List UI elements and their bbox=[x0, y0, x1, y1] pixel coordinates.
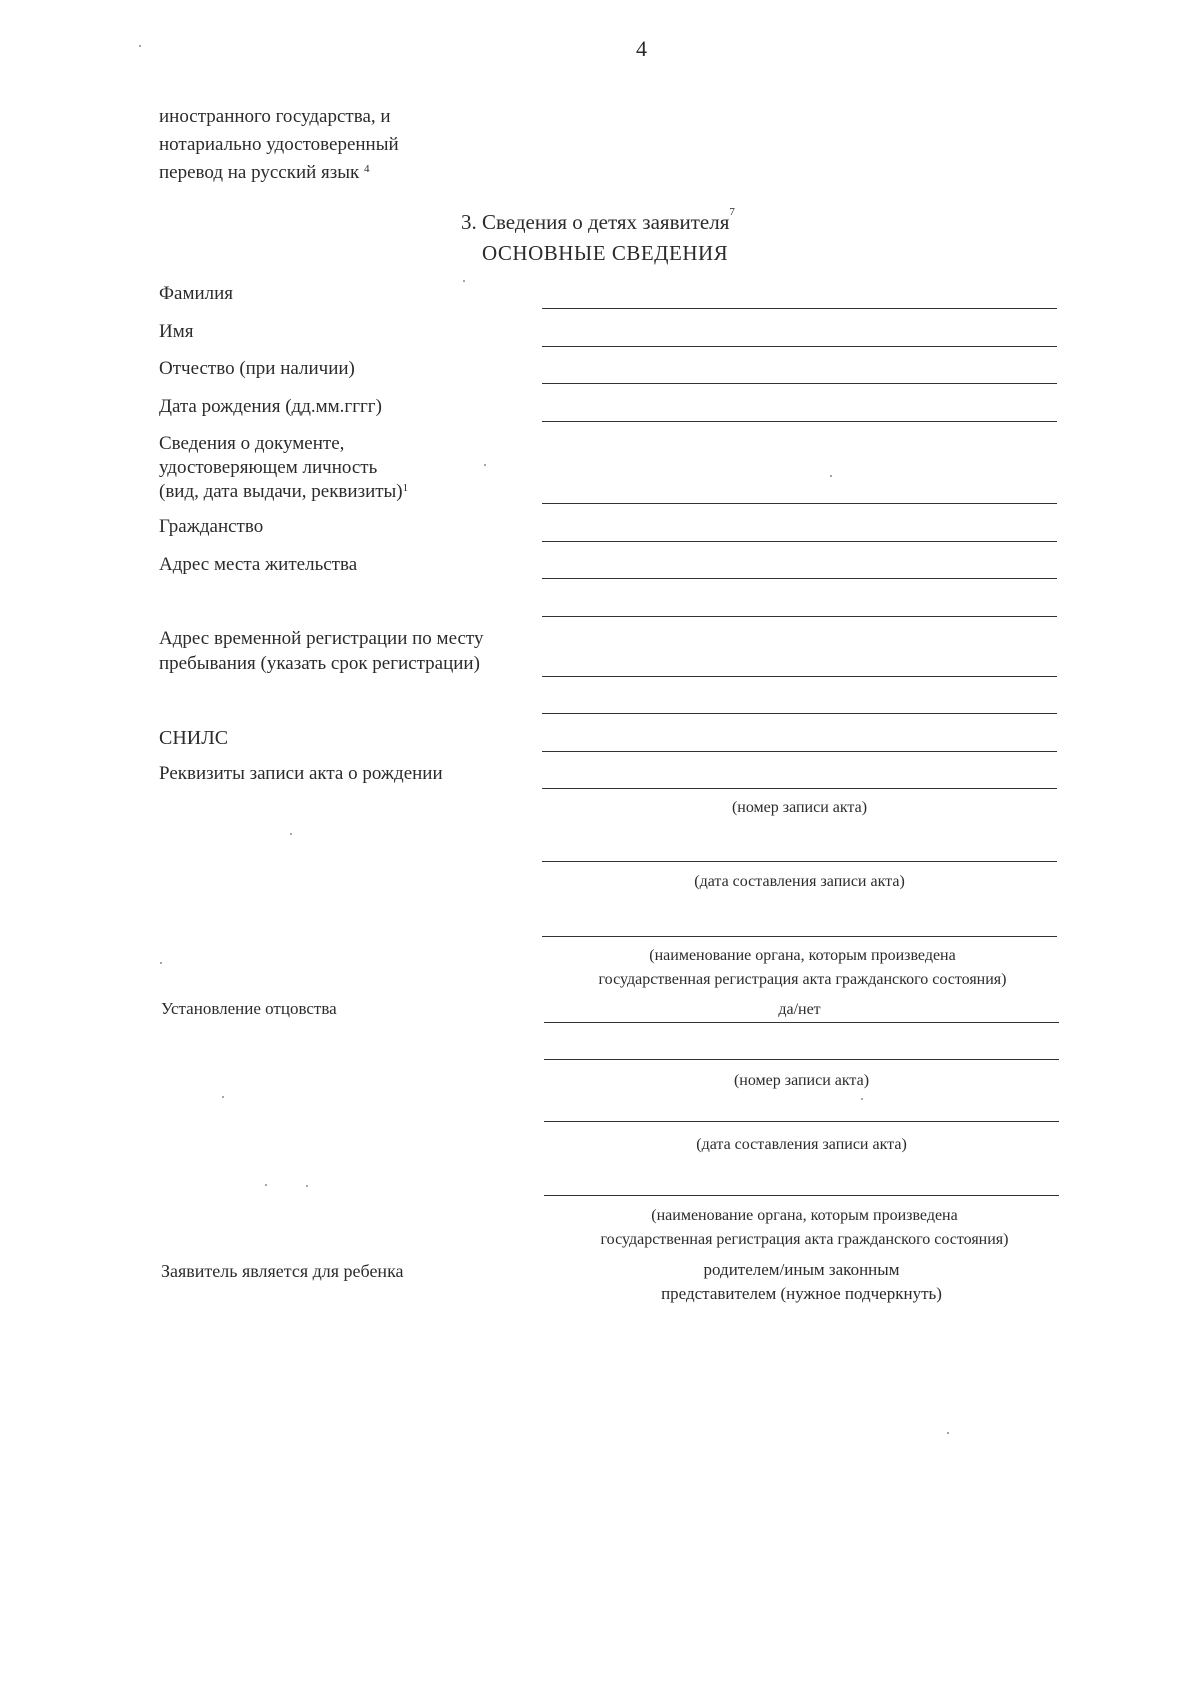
label-birth-record: Реквизиты записи акта о рождении bbox=[159, 763, 443, 784]
scan-speck bbox=[139, 45, 141, 47]
scan-speck bbox=[160, 962, 162, 964]
paternity-date-line[interactable] bbox=[544, 1121, 1059, 1122]
scan-speck bbox=[265, 1184, 267, 1186]
caption-birth-record-org: (наименование органа, которым произведена государственная регистрация акта гражданского состояния) bbox=[598, 947, 1007, 988]
scan-speck bbox=[306, 1185, 308, 1187]
citizenship-field-line[interactable] bbox=[542, 541, 1057, 542]
label-id-document: Сведения о документе, удостоверяющем личность (вид, дата выдачи, реквизиты)$^1$ bbox=[159, 433, 409, 502]
label-citizenship: Гражданство bbox=[159, 516, 264, 537]
birth-date-field-line[interactable] bbox=[542, 421, 1057, 422]
paternity-answer-line[interactable] bbox=[544, 1022, 1059, 1023]
label-patronymic: Отчество (при наличии) bbox=[159, 358, 355, 379]
label-residence: Адрес места жительства bbox=[159, 554, 358, 575]
scan-speck bbox=[830, 475, 832, 477]
birth-record-date-line[interactable] bbox=[542, 861, 1057, 862]
patronymic-field-line[interactable] bbox=[542, 383, 1057, 384]
label-surname: Фамилия bbox=[159, 283, 234, 304]
temp-registration-field-line-1[interactable] bbox=[542, 676, 1057, 677]
intro-line-3: перевод на русский язык $^4$ bbox=[159, 162, 370, 183]
residence-field-line-1[interactable] bbox=[542, 578, 1057, 579]
caption-birth-record-number: (номер записи акта) bbox=[731, 799, 868, 816]
label-birth-date: Дата рождения (дд.мм.гггг) bbox=[159, 396, 382, 417]
id-document-field-line[interactable] bbox=[542, 503, 1057, 504]
caption-birth-record-date: (дата составления записи акта) bbox=[694, 873, 905, 890]
name-field-line[interactable] bbox=[542, 346, 1057, 347]
label-snils: СНИЛС bbox=[159, 727, 229, 749]
page-number: 4 bbox=[636, 36, 647, 61]
scan-speck bbox=[222, 1096, 224, 1098]
label-applicant-is: Заявитель является для ребенка bbox=[161, 1261, 404, 1281]
paternity-number-line[interactable] bbox=[544, 1059, 1059, 1060]
snils-field-line[interactable] bbox=[542, 751, 1057, 752]
paternity-org-line[interactable] bbox=[544, 1195, 1059, 1196]
section-subtitle: ОСНОВНЫЕ СВЕДЕНИЯ bbox=[482, 241, 729, 265]
scan-speck bbox=[484, 464, 486, 466]
caption-paternity-date: (дата составления записи акта) bbox=[696, 1136, 907, 1153]
caption-paternity-org: (наименование органа, которым произведена государственная регистрация акта гражданского состояния) bbox=[600, 1207, 1009, 1248]
scan-speck bbox=[861, 1098, 863, 1100]
scan-speck bbox=[947, 1432, 949, 1434]
footnote-4: 4 bbox=[364, 163, 370, 175]
intro-text bbox=[159, 103, 559, 187]
caption-paternity-number: (номер записи акта) bbox=[733, 1072, 870, 1089]
label-paternity: Установление отцовства bbox=[161, 999, 337, 1018]
footnote-7: 7 bbox=[729, 206, 735, 218]
temp-registration-field-line-2[interactable] bbox=[542, 713, 1057, 714]
scan-speck bbox=[290, 833, 292, 835]
section-title: 3. Сведения о детях заявителя$^7$ bbox=[461, 206, 735, 234]
label-temp-registration: Адрес временной регистрации по месту пребывания (указать срок регистрации) bbox=[159, 628, 484, 674]
scan-speck bbox=[463, 280, 465, 282]
surname-field-line[interactable] bbox=[542, 308, 1057, 309]
intro-line-2: нотариально удостоверенный bbox=[159, 134, 399, 155]
birth-record-org-line[interactable] bbox=[542, 936, 1057, 937]
paternity-yes-no: да/нет bbox=[778, 1001, 821, 1018]
label-name: Имя bbox=[159, 321, 194, 342]
residence-field-line-2[interactable] bbox=[542, 616, 1057, 617]
birth-record-number-line[interactable] bbox=[542, 788, 1057, 789]
intro-line-1: иностранного государства, и bbox=[159, 106, 391, 127]
footnote-1: 1 bbox=[402, 482, 409, 494]
applicant-role[interactable]: родителем/иным законным представителем (нужное подчеркнуть) bbox=[661, 1260, 942, 1303]
